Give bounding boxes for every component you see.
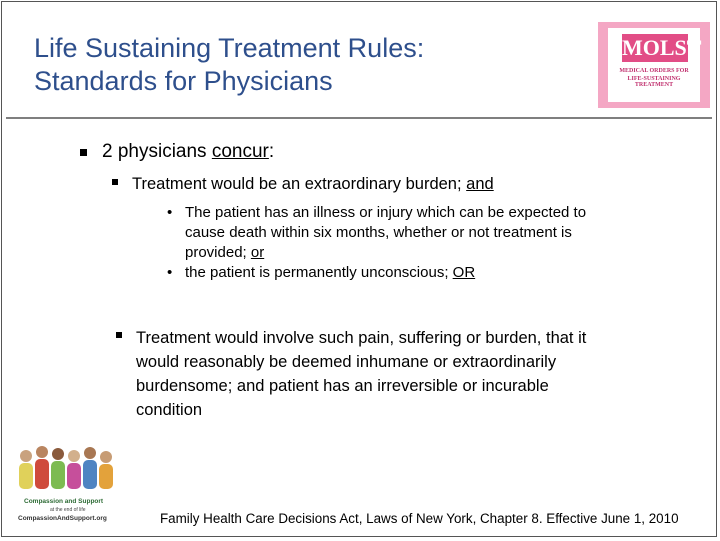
- org-logo-url: CompassionAndSupport.org: [18, 515, 107, 522]
- main-point-prefix: 2 physicians: [102, 141, 212, 162]
- dot-bullet-icon: •: [167, 204, 173, 221]
- dot-bullet-icon: •: [167, 264, 173, 281]
- footer-citation: Family Health Care Decisions Act, Laws of New York, Chapter 8. Effective June 1, 2010: [160, 511, 679, 526]
- molst-logo-line-1: MEDICAL ORDERS FOR: [619, 68, 689, 74]
- org-logo-name: Compassion and Support: [24, 498, 104, 505]
- sub-bullet-underlined: or: [250, 244, 265, 261]
- criterion-a-text: Treatment would be an extraordinary burden;: [132, 175, 467, 193]
- criterion-b: [136, 326, 596, 422]
- criterion-a: [132, 174, 652, 194]
- main-point: [102, 140, 274, 164]
- molst-logo-panel: [608, 28, 700, 102]
- criterion-a-underlined: and: [466, 175, 494, 193]
- title-divider: [6, 117, 712, 119]
- molst-logo-line-2: LIFE-SUSTAINING TREATMENT: [627, 76, 681, 88]
- main-point-underlined: concur: [211, 141, 269, 162]
- criterion-b-text: Treatment would involve such pain, suffering or burden, that it would reasonably be deemed inhumane or extraordinarily burdensome; and patient has an irreversible or incurable condition: [136, 329, 587, 419]
- square-bullet-icon: [80, 149, 87, 156]
- title-line-1: Life Sustaining Treatment Rules:: [34, 33, 425, 63]
- molst-logo: [598, 22, 710, 108]
- sub-bullet-text: the patient is permanently unconscious;: [185, 264, 453, 281]
- org-logo-tagline: at the end of life: [50, 507, 86, 513]
- people-group-logo: [12, 442, 124, 526]
- slide-title: [34, 32, 554, 98]
- molst-logo-mark: MOLST: [622, 35, 702, 60]
- sub-bullet-list: [167, 203, 627, 283]
- list-item: [167, 263, 627, 283]
- square-bullet-icon: [112, 179, 118, 185]
- main-point-suffix: :: [268, 141, 275, 162]
- slide: [1, 1, 717, 537]
- sub-bullet-underlined: OR: [452, 264, 476, 281]
- square-bullet-icon: [116, 332, 122, 338]
- title-line-2: Standards for Physicians: [34, 66, 333, 96]
- sub-bullet-text: The patient has an illness or injury which can be expected to cause death within six months, whether or not treatment is provided;: [185, 204, 587, 261]
- list-item: [167, 203, 627, 263]
